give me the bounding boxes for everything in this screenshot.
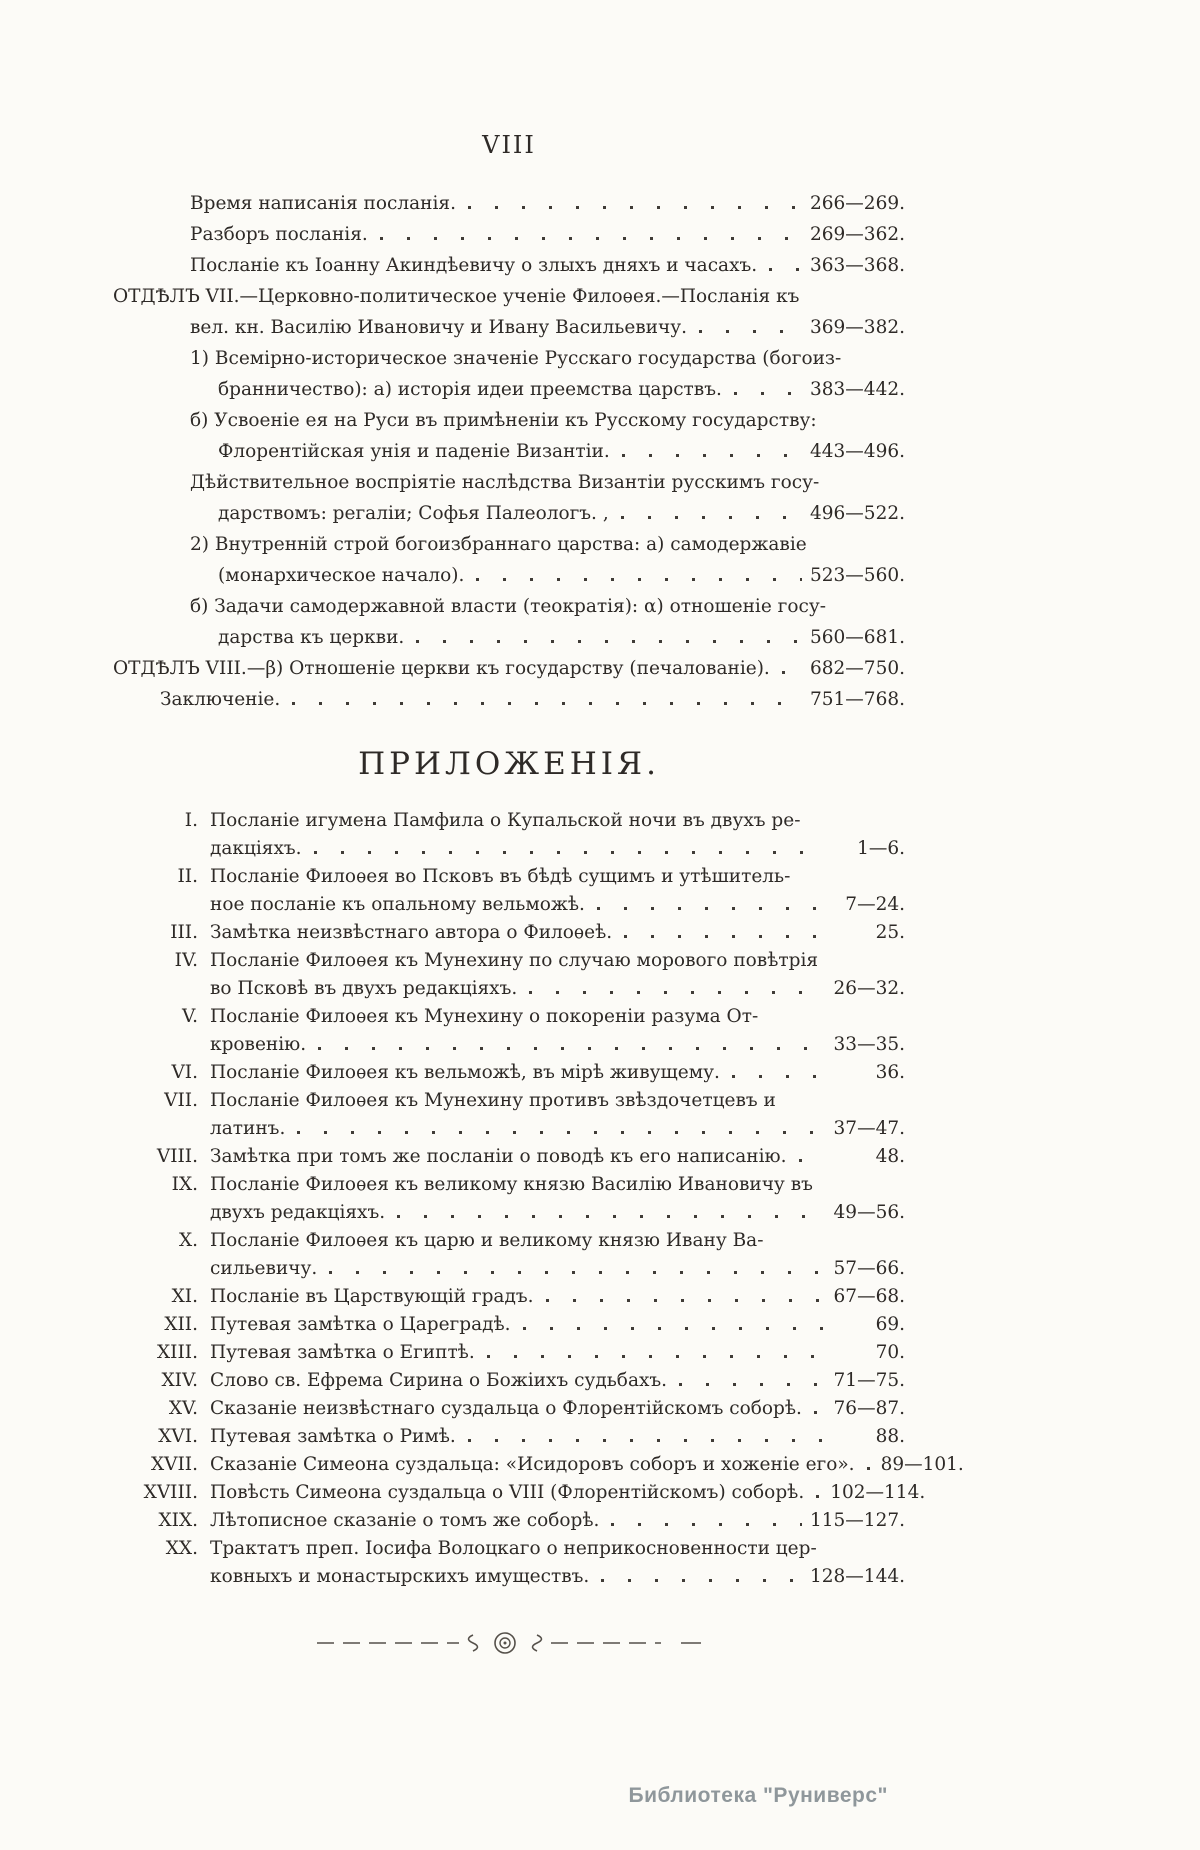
toc-entry [113,684,905,715]
entry-text: ковныхъ и монастырскихъ имуществъ. [210,1566,590,1587]
entry-text: Время написанія посланія. [190,193,456,214]
entry-line [113,1059,905,1087]
page-number: VIII [482,131,536,159]
entry-text: Путевая замѣтка о Римѣ. [210,1426,456,1447]
library-watermark: Библиотека "Руниверс" [628,1784,888,1807]
entry-numeral: V. [181,1006,198,1027]
entry-numeral: XVI. [158,1426,198,1447]
leader-dots [297,1128,825,1134]
appendix-entry [113,919,905,947]
page-range: 560—681. [809,627,905,648]
entry-text: Лѣтописное сказаніе о томъ же соборѣ. [210,1510,600,1531]
entry-text: во Псковѣ въ двухъ редакціяхъ. [210,978,518,999]
page-range: 89—101. [880,1454,964,1475]
leader-dots [601,1576,802,1582]
entry-numeral: X. [178,1230,198,1251]
entry-line [113,1311,905,1339]
entry-numeral: XV. [168,1398,198,1419]
entry-text: 2) Внутренній строй богоизбраннаго царства: а) самодержавіе [190,534,807,555]
leader-dots [867,1464,873,1470]
appendix-entry [113,1059,905,1087]
entry-numeral: VI. [171,1062,198,1083]
entry-line [113,281,905,312]
entry-line [113,1227,905,1255]
entry-line [113,835,905,863]
entry-numeral: IX. [171,1174,198,1195]
entry-text: Посланіе къ Іоанну Акиндѣевичу о злыхъ дняхъ и часахъ. [190,255,758,276]
appendix-entry [113,1535,905,1591]
page-range: 751—768. [809,689,905,710]
entry-numeral: XIII. [157,1342,198,1363]
entry-text: сильевичу. [210,1258,318,1279]
toc-entry [113,591,905,653]
entry-text: Замѣтка при томъ же посланіи о поводѣ къ его написанію. [210,1146,787,1167]
entry-text: дакціяхъ. [210,838,302,859]
entry-text: Посланіе игумена Памфила о Купальской ночи въ двухъ ре- [210,810,801,831]
entry-text: Посланіе Филоѳея къ царю и великому князю Ивану Ва- [210,1230,764,1251]
page-range: 76—87. [833,1398,905,1419]
entry-line [113,947,905,975]
page-range: 88. [875,1426,905,1447]
page-range: 69. [875,1314,905,1335]
entry-numeral: XVIII. [143,1482,198,1503]
leader-dots [799,1156,825,1162]
page-range: 26—32. [833,978,905,999]
appendix-heading: ПРИЛОЖЕНІЯ. [358,746,660,782]
entry-line [113,807,905,835]
page-range: 36. [875,1062,905,1083]
page-range: 369—382. [809,317,905,338]
leader-dots [814,1408,825,1414]
leader-dots [397,1212,825,1218]
entry-text: Путевая замѣтка о Цареградѣ. [210,1314,511,1335]
appendix-entry [113,1171,905,1227]
entry-line [113,975,905,1003]
entry-numeral: II. [177,866,198,887]
entry-numeral: III. [170,922,198,943]
entry-line [113,250,905,281]
appendix-entry [113,1227,905,1283]
entry-text: б) Задачи самодержавной власти (теократія): α) отношеніе госу- [190,596,827,617]
page-range: 37—47. [833,1118,905,1139]
page-range: 48. [875,1146,905,1167]
entry-line [113,1115,905,1143]
toc-entry [113,281,905,343]
leader-dots [476,575,802,581]
entry-text: ОТДѢЛЪ VIII.—β) Отношеніе церкви къ государству (печалованіе). [113,658,770,679]
entry-text: Посланіе Филоѳея къ Мунехину о покореніи разума От- [210,1006,759,1027]
page-range: 383—442. [809,379,905,400]
entry-line [113,1563,905,1591]
appendix-entry [113,1003,905,1059]
appendix-entry [113,1143,905,1171]
entry-text: Посланіе Филоѳея къ великому князю Василію Ивановичу въ [210,1174,813,1195]
entry-line [113,1535,905,1563]
appendix-entry [113,1339,905,1367]
entry-line [113,374,905,405]
entry-text: (монархическое начало). [218,565,465,586]
page-range: 1—6. [857,838,905,859]
appendix-entry [113,1451,964,1479]
page-range: 70. [875,1342,905,1363]
entry-line [113,1171,905,1199]
page-range: 523—560. [809,565,905,586]
appendix-entry [113,863,905,919]
entry-numeral: VII. [164,1090,198,1111]
entry-line [113,1003,905,1031]
leader-dots [292,699,802,705]
entry-line [113,188,905,219]
leader-dots [416,637,802,643]
entry-text: Замѣтка неизвѣстнаго автора о Филоѳеѣ. [210,922,613,943]
page-range: 115—127. [809,1510,905,1531]
entry-text: Сказаніе Симеона суздальца: «Исидоровъ соборъ и хоженіе его». [210,1454,855,1475]
entry-text: дарствомъ: регаліи; Софья Палеологъ. , [218,503,609,524]
leader-dots [816,1492,822,1498]
entry-text: вел. кн. Василію Ивановичу и Ивану Васильевичу. [190,317,688,338]
entry-text: Сказаніе неизвѣстнаго суздальца о Флорентійскомъ соборѣ. [210,1398,802,1419]
leader-dots [621,513,802,519]
entry-line [113,591,905,622]
ornament-divider [113,1621,905,1669]
leader-dots [699,327,802,333]
toc-entry [113,529,905,591]
entry-line [113,219,905,250]
entry-text: ное посланіе къ опальному вельможѣ. [210,894,585,915]
toc-entry [113,405,905,467]
page-range: 33—35. [833,1034,905,1055]
entry-line [113,1507,905,1535]
entry-text: Заключеніе. [160,689,281,710]
entry-line [113,1087,905,1115]
entry-text: 1) Всемірно-историческое значеніе Русскаго государства (богоиз- [190,348,842,369]
leader-dots [611,1520,802,1526]
leader-dots [523,1324,825,1330]
page-range: 682—750. [809,658,905,679]
leader-dots [597,904,825,910]
appendix-entry [113,1479,926,1507]
entry-line [113,891,905,919]
appendix-entry [113,1507,905,1535]
appendix-entry [113,1367,905,1395]
text-block [113,0,964,1669]
appendix-entry [113,947,905,1003]
leader-dots [529,988,825,994]
entry-text: кровенію. [210,1034,307,1055]
entry-numeral: XX. [165,1538,198,1559]
entry-line [113,684,905,715]
toc-entry [113,653,905,684]
entry-line [113,560,905,591]
entry-line [113,1255,905,1283]
entry-line [113,405,905,436]
appendix-entry [113,1311,905,1339]
scroll-ornament-icon [309,1621,709,1665]
entry-numeral: VIII. [156,1146,198,1167]
page-range: 102—114. [830,1482,926,1503]
leader-dots [782,668,802,674]
entry-line [113,1395,905,1423]
page-range: 49—56. [833,1202,905,1223]
entry-numeral: XIX. [158,1510,198,1531]
entry-text: дарства къ церкви. [218,627,405,648]
entry-line [113,1451,964,1479]
leader-dots [329,1268,825,1274]
entry-text: Дѣйствительное воспріятіе наслѣдства Византіи русскимъ госу- [190,472,820,493]
entry-line [113,467,905,498]
leader-dots [732,1072,825,1078]
entry-line [113,498,905,529]
entry-text: б) Усвоеніе ея на Руси въ примѣненіи къ Русскому государству: [190,410,817,431]
appendix-entry [113,807,905,863]
leader-dots [318,1044,825,1050]
entry-line [113,653,905,684]
page-range: 7—24. [845,894,905,915]
entry-line [113,1283,905,1311]
entry-line [113,1423,905,1451]
entry-line [113,312,905,343]
page-range: 67—68. [833,1286,905,1307]
entry-numeral: XII. [164,1314,198,1335]
entry-numeral: IV. [174,950,198,971]
page-range: 269—362. [809,224,905,245]
leader-dots [546,1296,826,1302]
appendix-entry [113,1423,905,1451]
toc-entry [113,467,905,529]
appendix-entry [113,1283,905,1311]
appendix-entry [113,1395,905,1423]
entry-text: латинъ. [210,1118,286,1139]
toc-entry [113,343,905,405]
leader-dots [734,389,802,395]
toc-entry [113,219,905,250]
entry-line [113,1143,905,1171]
entry-text: двухъ редакціяхъ. [210,1202,386,1223]
entry-text: Повѣсть Симеона суздальца о VIII (Флорентійскомъ) соборѣ. [210,1482,805,1503]
leader-dots [624,932,825,938]
appendix-list [113,807,964,1591]
toc-entry [113,188,905,219]
entry-line [113,1479,926,1507]
entry-text: Посланіе Филоѳея къ Мунехину по случаю морового повѣтрія [210,950,819,971]
entry-numeral: XVII. [150,1454,198,1475]
entry-text: Посланіе Филоѳея къ Мунехину противъ звѣздочетцевъ и [210,1090,776,1111]
entry-line [113,343,905,374]
leader-dots [468,1436,825,1442]
entry-text: Посланіе въ Царствующій градъ. [210,1286,534,1307]
entry-line [113,1339,905,1367]
entry-text: Разборъ посланія. [190,224,368,245]
entry-line [113,1367,905,1395]
leader-dots [380,234,802,240]
entry-text: бранничество): а) исторія идеи преемства царствъ. [218,379,722,400]
entry-line [113,622,905,653]
page-range: 496—522. [809,503,905,524]
page-range: 443—496. [809,441,905,462]
entry-line [113,919,905,947]
entry-text: Посланіе Филоѳея къ вельможѣ, въ мірѣ живущему. [210,1062,720,1083]
entry-numeral: I. [184,810,198,831]
entry-numeral: XIV. [161,1370,198,1391]
entry-text: Путевая замѣтка о Египтѣ. [210,1342,475,1363]
leader-dots [679,1380,825,1386]
page-range: 128—144. [809,1566,905,1587]
entry-text: ОТДѢЛЪ VII.—Церковно-политическое ученіе Филоѳея.—Посланія къ [113,286,800,307]
entry-text: Флорентійская унія и паденіе Византіи. [218,441,610,462]
page-range: 71—75. [833,1370,905,1391]
page-range: 363—368. [809,255,905,276]
leader-dots [487,1352,825,1358]
leader-dots [468,203,802,209]
entry-text: Слово св. Ефрема Сирина о Божіихъ судьбахъ. [210,1370,668,1391]
entry-line [113,529,905,560]
page-range: 25. [875,922,905,943]
page-range: 57—66. [833,1258,905,1279]
entry-text: Посланіе Филоѳея во Псковъ въ бѣдѣ сущимъ и утѣшитель- [210,866,791,887]
leader-dots [622,451,802,457]
leader-dots [769,265,802,271]
entry-line [113,436,905,467]
entry-text: Трактатъ преп. Іосифа Волоцкаго о неприкосновенности цер- [210,1538,817,1559]
appendix-entry [113,1087,905,1143]
entry-line [113,1031,905,1059]
leader-dots [314,848,825,854]
entry-numeral: XI. [171,1286,198,1307]
toc-entry [113,250,905,281]
entry-line [113,1199,905,1227]
table-of-contents [113,188,905,715]
entry-line [113,863,905,891]
page-range: 266—269. [809,193,905,214]
